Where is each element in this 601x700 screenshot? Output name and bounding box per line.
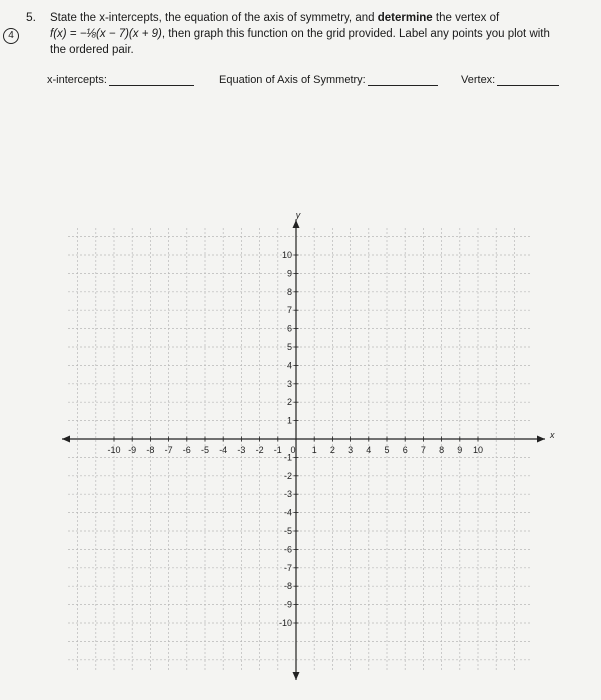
points-circle: 4 (3, 28, 19, 44)
y-tick-label: 3 (286, 378, 292, 389)
y-tick-label: 10 (281, 250, 292, 260)
y-tick-label: -2 (283, 470, 292, 481)
x-tick-label: 6 (402, 445, 408, 455)
x-tick-label: -5 (200, 445, 210, 455)
y-tick-label: -1 (283, 452, 292, 463)
x-intercepts-field[interactable]: x-intercepts: (47, 74, 194, 86)
y-tick-label: 1 (286, 415, 292, 426)
x-tick-label: 8 (439, 445, 445, 455)
bold-word: determine (377, 12, 433, 24)
x-tick-label: -4 (219, 445, 228, 455)
x-tick-label: 7 (420, 445, 426, 455)
x-tick-label: -2 (255, 445, 264, 455)
x-tick-label: 10 (472, 445, 484, 455)
vertex-field[interactable]: Vertex: (461, 74, 559, 86)
x-tick-label: 1 (311, 445, 317, 455)
x-tick-label: -3 (237, 445, 246, 455)
x-tick-label: 2 (329, 445, 335, 455)
y-tick-label: 8 (286, 286, 292, 297)
y-tick-label: 2 (286, 397, 292, 408)
axis-of-symmetry-field[interactable]: Equation of Axis of Symmetry: (219, 74, 438, 86)
x-tick-label: 9 (457, 445, 463, 455)
y-tick-label: 9 (286, 268, 292, 279)
x-axis-arrow-right (537, 436, 545, 443)
y-tick-label: -4 (283, 507, 292, 518)
y-tick-label: -7 (283, 562, 292, 573)
instruction-line-2: f(x) = −⅛(x − 7)(x + 9), then graph this function on the grid provided. Label any points you plot with (50, 28, 550, 40)
x-tick-label: -8 (146, 445, 155, 455)
y-tick-label: -8 (283, 581, 292, 592)
y-tick-label: 5 (286, 342, 292, 352)
x-tick-label: -1 (273, 445, 282, 455)
x-tick-label: -7 (164, 445, 173, 455)
y-axis-arrow-down (293, 672, 300, 680)
y-axis-name: y (295, 210, 301, 220)
y-tick-label: -9 (283, 599, 292, 610)
question-number: 5. (26, 10, 37, 24)
y-tick-label: 6 (286, 323, 292, 334)
x-tick-label: -9 (128, 445, 137, 455)
y-tick-label: -5 (283, 526, 292, 536)
function-expression: f(x) = −⅛(x − 7)(x + 9) (50, 28, 162, 40)
instruction-line-1: State the x-intercepts, the equation of the axis of symmetry, and determine the vertex of (50, 12, 500, 24)
x-tick-label: -6 (182, 445, 191, 455)
y-tick-label: 4 (286, 360, 292, 371)
x-tick-label: 0 (290, 445, 296, 455)
instruction-line-3: the ordered pair. (50, 44, 134, 56)
y-axis-arrow-up (293, 220, 300, 228)
x-axis-name: x (550, 430, 555, 440)
y-tick-label: -3 (283, 489, 292, 500)
x-tick-label: 4 (366, 445, 372, 455)
x-tick-label: -10 (107, 445, 121, 455)
y-tick-label: -10 (278, 618, 292, 628)
x-tick-label: 5 (384, 445, 390, 455)
y-tick-label: 7 (286, 305, 292, 316)
x-axis-arrow-left (62, 436, 70, 443)
y-tick-label: -6 (283, 544, 292, 555)
x-tick-label: 3 (348, 445, 354, 455)
